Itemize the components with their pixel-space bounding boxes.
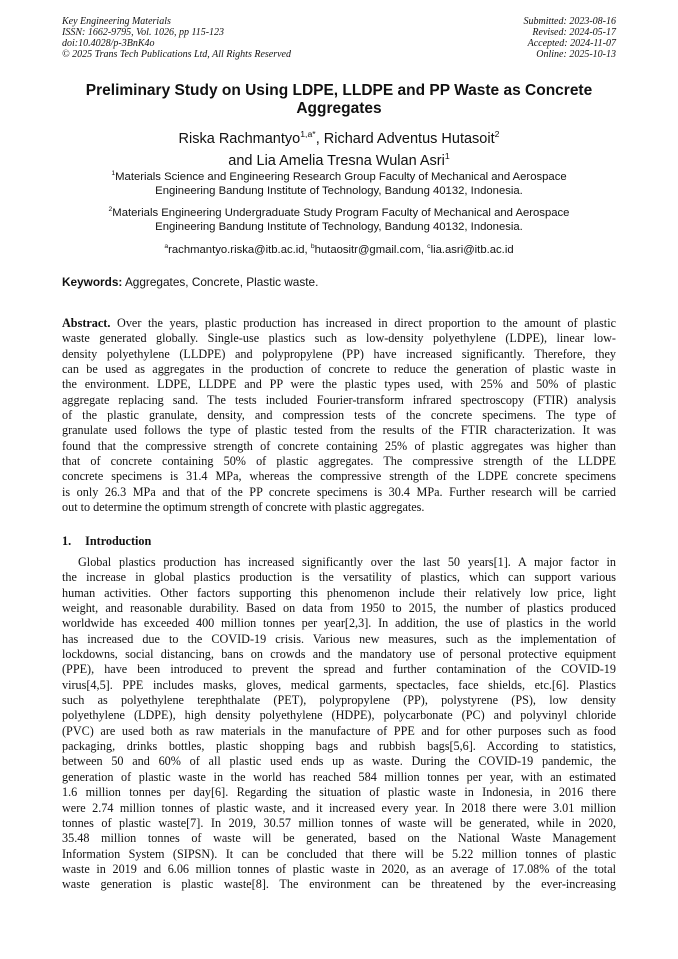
doi: doi:10.4028/p-3BnK4o: [62, 38, 155, 49]
intro-line: polyethylene (LDPE), high density polyethylene (HDPE), polycarbonate (PC) and polyvinyl chloride: [62, 708, 616, 723]
intro-line: 1.6 million tonnes per day[6]. Regarding the situation of plastic waste in Indonesia, in 2016 there: [62, 785, 616, 800]
abstract-line: found that the compressive strength of concrete containing 25% of plastic aggregates was higher than: [62, 438, 616, 453]
intro-line: virus[4,5]. PPE includes masks, gloves, medical garments, spectacles, face shields, etc.[6]. Plastics: [62, 677, 616, 692]
intro-line: the increase in global plastics production is the versatility of plastics, which can support various: [62, 570, 616, 585]
revised-date: Revised: 2024-05-17: [532, 27, 616, 38]
issn: ISSN: 1662-9795, Vol. 1026, pp 115-123: [62, 27, 225, 38]
author-name: Riska Rachmantyo: [178, 130, 301, 147]
abstract-line: can be used as aggregates in the production of concrete to reduce the generation of plastic waste in: [62, 362, 616, 377]
dates-info: [524, 16, 617, 60]
intro-line: (PVC) are used both as raw materials in the manufacture of PPE and for other purposes such as food: [62, 723, 616, 738]
paper-title: [62, 82, 616, 118]
intro-line: worldwide has exceeded 400 million tonnes per year[2,3]. In addition, the use of plastics in the world: [62, 616, 616, 631]
intro-line: has increased due to the COVID-19 crisis. Various new measures, such as the implementation of: [62, 631, 616, 646]
intro-line: lockdowns, social distancing, bans on crowds and the mandatory use of personal protective equipment: [62, 647, 616, 662]
email-sup: b: [310, 243, 315, 250]
aff-sup: 2: [108, 206, 113, 213]
intro-line: waste in 2019 and 6.06 million tonnes of plastic waste in 2020, as an average of 17.08% of the total: [62, 861, 616, 876]
submitted-date: Submitted: 2023-08-16: [523, 16, 616, 27]
intro-line: tonnes of plastic waste[7]. In 2019, 30.57 million tonnes of waste will be generated, while in 2020,: [62, 815, 616, 830]
abstract-line: aggregate replacing sand. The tests included Fourier-transform infrared spectroscopy (FTIR) analysis: [62, 392, 616, 407]
abstract-line: granulate used follows the type of plastic tested from the results of the FTIR characterization. It was: [62, 423, 616, 438]
aff-line: Materials Science and Engineering Research Group Faculty of Mechanical and Aerospace: [115, 170, 567, 183]
abstract-label: Abstract.: [62, 316, 111, 330]
email[interactable]: rachmantyo.riska@itb.ac.id,: [168, 243, 311, 256]
intro-line: were 2.74 million tonnes of plastic waste, and it increased every year. In 2018 there were 3.01 million: [62, 800, 616, 815]
emails: [62, 240, 616, 257]
introduction-paragraph: [62, 555, 616, 893]
intro-line: such as polyethylene terephthalate (PET), polypropylene (PP), polystyrene (PS), low density: [62, 693, 616, 708]
section-heading: [62, 534, 151, 549]
keywords-text: Aggregates, Concrete, Plastic waste.: [122, 275, 319, 289]
intro-line: (PPE), have been introduced to prevent the spread and further contamination of the COVID-19: [62, 662, 616, 677]
aff-line: Engineering Bandung Institute of Technology, Bandung 40132, Indonesia.: [155, 221, 523, 234]
abstract-line: waste generated globally. Single-use plastics such as low-density polyethylene (LDPE), linear low-: [62, 331, 616, 346]
copyright: © 2025 Trans Tech Publications Ltd, All Rights Reserved: [62, 49, 291, 60]
intro-line: between 50 and 60% of all plastic used ends up as waste. During the COVID-19 pandemic, the: [62, 754, 616, 769]
abstract-line: [62, 316, 616, 331]
abstract-line: concrete specimens is 31.4 MPa, whereas the compressive strength of the LDPE concrete specimens: [62, 469, 616, 484]
affiliation-1: [62, 167, 616, 199]
title-line: Aggregates: [296, 100, 382, 117]
aff-line: Materials Engineering Undergraduate Study Program Faculty of Mechanical and Aerospace: [112, 206, 570, 219]
keywords: [62, 275, 318, 289]
online-date: Online: 2025-10-13: [536, 49, 616, 60]
email-sup: a: [164, 243, 169, 250]
aff-line: Engineering Bandung Institute of Technology, Bandung 40132, Indonesia.: [155, 185, 523, 198]
intro-line: waste generation is plastic waste[8]. The environment can be threatened by the ever-increasing: [62, 877, 616, 892]
intro-line: 35.48 million tonnes of waste will be generated, based on the National Waste Management: [62, 831, 616, 846]
abstract-line: of the plastic granulate, density, and compression tests of the concrete specimens. The type of: [62, 408, 616, 423]
intro-line: Global plastics production has increased significantly over the last 50 years[1]. A major factor in: [78, 555, 616, 569]
journal-name: Key Engineering Materials: [62, 16, 171, 27]
authors: [62, 126, 616, 170]
email[interactable]: lia.asri@itb.ac.id: [430, 243, 514, 256]
author-sup: 1: [444, 150, 450, 161]
author-sup: 1,a*: [300, 129, 316, 139]
section-title: Introduction: [85, 534, 152, 548]
author-sup: 2: [494, 129, 500, 139]
abstract-line: density polyethylene (LLDPE) and polypropylene (PP) have increased significantly. Therefore, they: [62, 346, 616, 361]
abstract-text: Over the years, plastic production has increased in direct proportion to the amount of plastic: [110, 316, 616, 330]
title-line: Preliminary Study on Using LDPE, LLDPE and PP Waste as Concrete: [85, 82, 593, 99]
intro-line: weight, and reasonable durability. Based on data from 1950 to 2015, the number of plastics produced: [62, 601, 616, 616]
affiliation-2: [62, 203, 616, 235]
abstract-line: the environment. LDPE, LLDPE and PP were the plastic types used, with 25% and 50% of plastic: [62, 377, 616, 392]
section-number: 1.: [62, 534, 72, 548]
intro-line: human activities. Other factors supporting this phenomenon include their relatively low price, light: [62, 585, 616, 600]
author-name: and Lia Amelia Tresna Wulan Asri: [228, 152, 445, 169]
author-name: , Richard Adventus Hutasoit: [315, 130, 495, 147]
abstract-line: out to determine the optimum strength of concrete with plastic aggregates.: [62, 500, 425, 515]
abstract: [62, 316, 616, 515]
email-sup: c: [427, 243, 431, 250]
intro-line: generation of plastic waste in the world has reached 584 million tonnes per year, with an estimated: [62, 769, 616, 784]
accepted-date: Accepted: 2024-11-07: [527, 38, 616, 49]
journal-info: [62, 16, 291, 60]
aff-sup: 1: [111, 170, 116, 177]
intro-line: Information System (SIPSN). It can be concluded that there will be 5.22 million tonnes of plastic: [62, 846, 616, 861]
keywords-label: Keywords:: [62, 275, 123, 289]
abstract-line: that of concrete containing 50% of plastic aggregates. The compressive strength of the LLDPE: [62, 454, 616, 469]
email[interactable]: hutaositr@gmail.com,: [314, 243, 428, 256]
abstract-line: is only 26.3 MPa and that of the PP concrete specimens is 30.4 MPa. Further research will be carried: [62, 484, 616, 499]
intro-line: packaging, drinks bottles, plastic shopping bags and rubbish bags[5,6]. According to statistics,: [62, 739, 616, 754]
